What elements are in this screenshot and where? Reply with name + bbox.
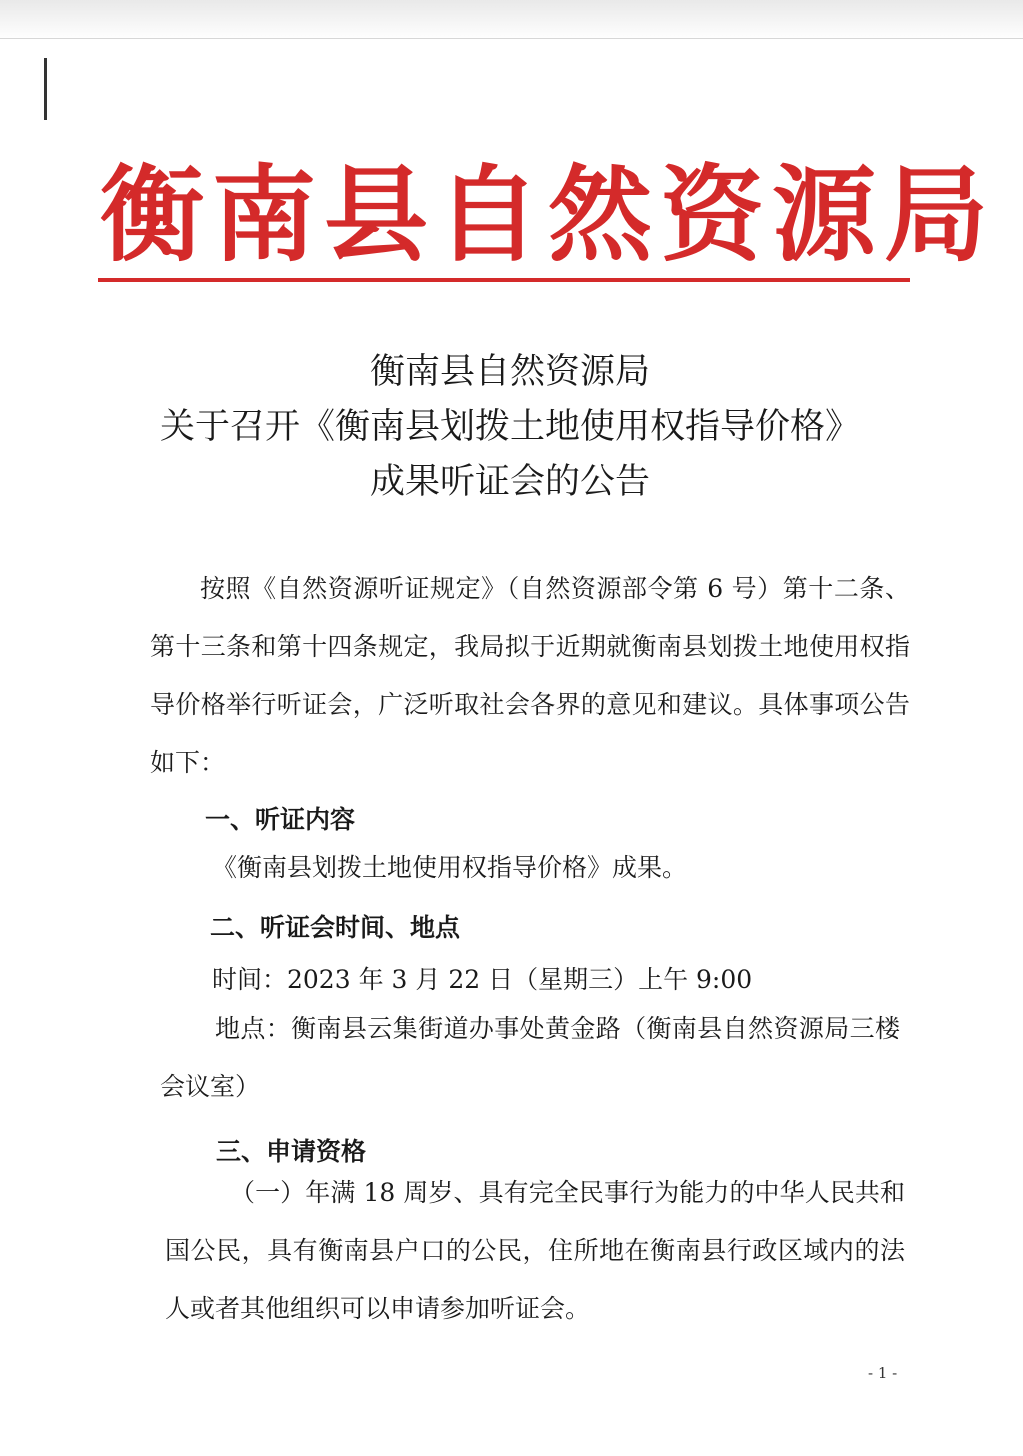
section3-item1: （一）年满 18 周岁、具有完全民事行为能力的中华人民共和国公民，具有衡南县户口的公民，住所地在衡南县行政区域内的法人或者其他组织可以申请参加听证会。 xyxy=(165,1178,905,1323)
intro-paragraph-block xyxy=(150,560,910,792)
intro-paragraph: 按照《自然资源听证规定》（自然资源部令第 6 号）第十二条、第十三条和第十四条规定，我局拟于近期就衡南县划拨土地使用权指导价格举行听证会，广泛听取社会各界的意见和建议。具体事项公告如下： xyxy=(150,574,910,777)
section1-content: 《衡南县划拨土地使用权指导价格》成果。 xyxy=(212,853,688,882)
title-line-2: 关于召开《衡南县划拨土地使用权指导价格》 xyxy=(159,407,860,447)
page-top-shadow xyxy=(0,0,1023,40)
section2-location: 地点：衡南县云集街道办事处黄金路（衡南县自然资源局三楼会议室） xyxy=(160,1014,900,1101)
document-title xyxy=(100,345,920,510)
section2-location-block xyxy=(160,1000,900,1116)
section3-heading: 三、申请资格 xyxy=(216,1137,367,1166)
binding-mark xyxy=(44,58,47,120)
section3-item1-block xyxy=(165,1164,905,1338)
section1-heading: 一、听证内容 xyxy=(205,805,356,834)
page-edge-line xyxy=(0,38,1023,39)
section2-time: 时间：2023 年 3 月 22 日（星期三）上午 9:00 xyxy=(212,965,753,994)
section2-heading: 二、听证会时间、地点 xyxy=(210,913,461,942)
letterhead-red-rule xyxy=(98,278,910,282)
title-line-1: 衡南县自然资源局 xyxy=(369,352,650,392)
page-number: - 1 - xyxy=(868,1364,898,1382)
letterhead-org-name: 衡南县自然资源局 xyxy=(100,153,997,276)
title-line-3: 成果听证会的公告 xyxy=(369,462,650,502)
